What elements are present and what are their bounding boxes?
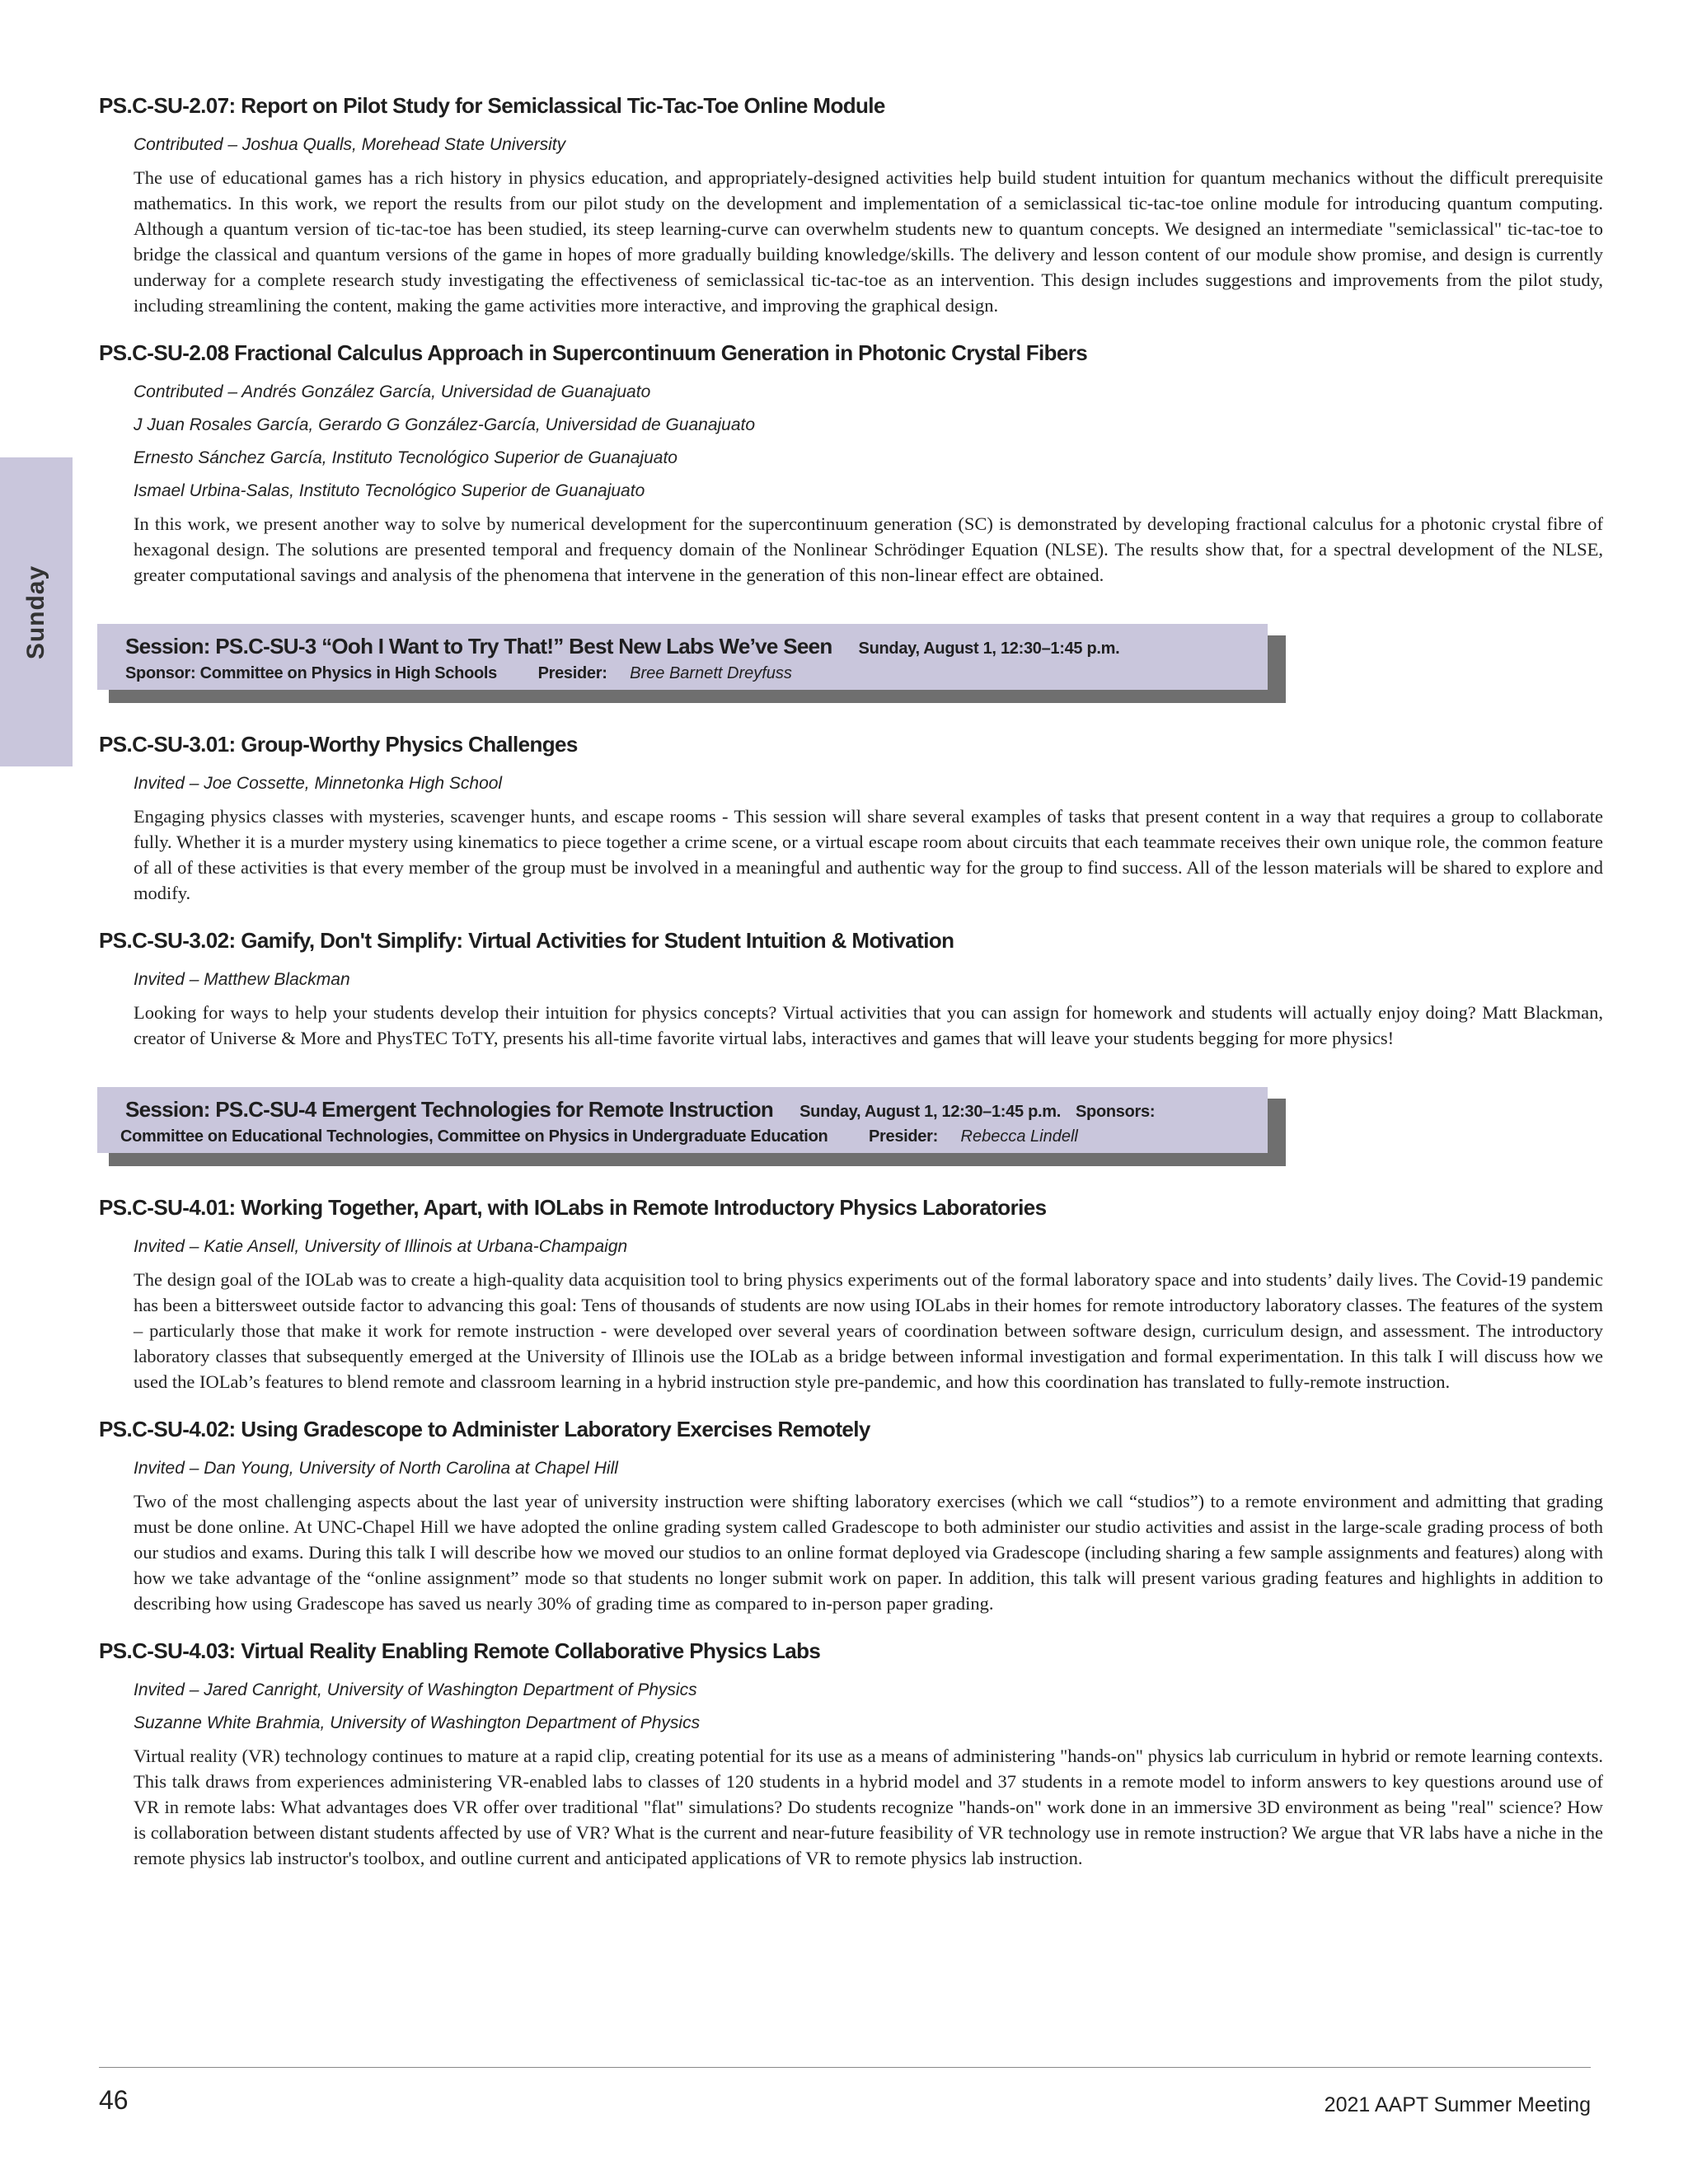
abstract-author: Contributed – Joshua Qualls, Morehead State University (134, 135, 566, 154)
session-banner-box (97, 624, 1268, 690)
abstract-author: Contributed – Andrés González García, Universidad de Guanajuato (134, 382, 651, 401)
page-content (99, 92, 1603, 1877)
page-number: 46 (99, 2085, 129, 2115)
abstract-author: Ismael Urbina-Salas, Instituto Tecnológico Superior de Guanajuato (134, 481, 645, 500)
abstract-title: PS.C-SU-4.03: Virtual Reality Enabling Remote Collaborative Physics Labs (99, 1638, 821, 1663)
session-title: Session: PS.C-SU-4 Emergent Technologies for Remote Instruction (125, 1097, 774, 1122)
abstract-title: PS.C-SU-4.02: Using Gradescope to Administer Laboratory Exercises Remotely (99, 1417, 870, 1441)
session-banner-ps-c-su-3 (97, 624, 1286, 703)
session-sponsor: Sponsor: Committee on Physics in High Schools (125, 664, 498, 682)
session-banner-ps-c-su-4 (97, 1087, 1286, 1166)
abstract-title: PS.C-SU-3.02: Gamify, Don't Simplify: Virtual Activities for Student Intuition & Motivation (99, 928, 954, 953)
session-presider: Bree Barnett Dreyfuss (630, 664, 792, 682)
abstract-ps-c-su-4-03 (99, 1638, 1603, 1871)
abstract-body: Virtual reality (VR) technology continues to mature at a rapid clip, creating potential for its use as a means of administering "hands-on" physics lab curriculum in hybrid or remote learning contexts. This talk draws from experiences administering VR-enabled labs to classes of 120 students in a hybrid model and 37 students in a remote model to inform answers to key questions around use of VR in remote labs: What advantages does VR offer over traditional "flat" simulations? Do students recognize "hands-on" work done in an immersive 3D environment as being "real" science? How is collaboration between distant students affected by use of VR? What is the current and near-future feasibility of VR technology use in remote instruction? We argue that VR labs have a niche in the remote physics lab instructor's toolbox, and outline current and anticipated applications of VR to remote physics lab instruction. (134, 1746, 1603, 1868)
abstract-author: Invited – Dan Young, University of North Carolina at Chapel Hill (134, 1459, 618, 1478)
abstract-title: PS.C-SU-2.08 Fractional Calculus Approach in Supercontinuum Generation in Photonic Crystal Fibers (99, 340, 1088, 365)
abstract-ps-c-su-4-02 (99, 1416, 1603, 1616)
abstract-author: Ernesto Sánchez García, Instituto Tecnológico Superior de Guanajuato (134, 448, 678, 467)
abstract-author: Invited – Katie Ansell, University of Illinois at Urbana-Champaign (134, 1237, 628, 1256)
session-sponsors: Committee on Educational Technologies, Committee on Physics in Undergraduate Education (120, 1127, 828, 1146)
abstract-author: Invited – Matthew Blackman (134, 970, 350, 989)
abstract-ps-c-su-3-02 (99, 927, 1603, 1051)
abstract-body: Engaging physics classes with mysteries, scavenger hunts, and escape rooms - This session will share several examples of tasks that present content in a way that requires a group to collaborate fully. Whether it is a murder mystery using kinematics to piece together a crime scene, or a virtual escape room about circuits that each teammate receives their own unique role, the common feature of all of these activities is that every member of the group must be involved in a meaningful and authentic way for the group to find success. All of the lesson materials will be shared to explore and modify. (134, 806, 1603, 903)
abstract-ps-c-su-2-07 (99, 92, 1603, 318)
session-sponsors-label: Sponsors: (1075, 1103, 1156, 1121)
abstract-body: In this work, we present another way to solve by numerical development for the supercontinuum generation (SC) is demonstrated by developing fractional calculus for a photonic crystal fibre of hexagonal design. The solutions are presented temporal and frequency domain of the Nonlinear Schrödinger Equation (NLSE). The results show that, for a spectral development of the NLSE, greater computational savings and analysis of the phenomena that intervene in the generation of this non-linear effect are obtained. (134, 513, 1603, 585)
abstract-author: Invited – Joe Cossette, Minnetonka High School (134, 774, 503, 793)
abstract-title: PS.C-SU-3.01: Group-Worthy Physics Challenges (99, 732, 578, 757)
abstract-author: Suzanne White Brahmia, University of Washington Department of Physics (134, 1713, 701, 1732)
section-tab-sunday (0, 457, 73, 766)
abstract-ps-c-su-2-08 (99, 340, 1603, 588)
abstract-author: Invited – Jared Canright, University of Washington Department of Physics (134, 1680, 697, 1699)
session-presider: Rebecca Lindell (960, 1127, 1078, 1146)
abstract-author: J Juan Rosales García, Gerardo G González-García, Universidad de Guanajuato (134, 415, 756, 434)
abstract-body: Looking for ways to help your students develop their intuition for physics concepts? Virtual activities that you can assign for homework and students will actually enjoy doing? Matt Blackman, creator of Universe & More and PhysTEC ToTY, presents his all-time favorite virtual labs, interactives and games that will leave your students begging for more physics! (134, 1002, 1603, 1048)
session-date: Sunday, August 1, 12:30–1:45 p.m. (799, 1103, 1061, 1121)
abstract-ps-c-su-3-01 (99, 731, 1603, 906)
session-presider-label: Presider: (868, 1127, 938, 1146)
section-tab-label: Sunday (22, 565, 50, 659)
abstract-body: The use of educational games has a rich history in physics education, and appropriately-designed activities help build student intuition for quantum mechanics without the difficult prerequisite mathematics. In this work, we report the results from our pilot study on the development and implementation of a semiclassical tic-tac-toe online module for introducing quantum computing. Although a quantum version of tic-tac-toe has been studied, its steep learning-curve can overwhelm students new to quantum concepts. We designed an intermediate "semiclassical" tic-tac-toe to bridge the classical and quantum versions of the game in hopes of more gradually building knowledge/skills. The delivery and lesson content of our module show promise, and design is currently underway for a complete research study investigating the effectiveness of semiclassical tic-tac-toe as an intervention. This design includes suggestions and improvements from the pilot study, including streamlining the content, making the game activities more interactive, and improving the graphical design. (134, 167, 1603, 316)
abstract-ps-c-su-4-01 (99, 1194, 1603, 1394)
footer-divider (99, 2067, 1591, 2068)
abstract-body: Two of the most challenging aspects about the last year of university instruction were shifting laboratory exercises (which we call “studios”) to a remote environment and admitting that grading must be done online. At UNC-Chapel Hill we have adopted the online grading system called Gradescope to both administer our studio activities and assist in the large-scale grading process of both our studios and exams. During this talk I will describe how we moved our studios to an online format deployed via Gradescope (including sharing a few sample assignments and features) along with how we take advantage of the “online assignment” mode so that students no longer submit work on paper. In addition, this talk will present various grading features and highlights in addition to describing how using Gradescope has saved us nearly 30% of grading time as compared to in-person paper grading. (134, 1491, 1603, 1614)
session-banner-box (97, 1087, 1268, 1153)
session-presider-label: Presider: (537, 664, 607, 682)
footer-meeting-name: 2021 AAPT Summer Meeting (1324, 2093, 1591, 2116)
abstract-title: PS.C-SU-4.01: Working Together, Apart, with IOLabs in Remote Introductory Physics Laboratories (99, 1195, 1047, 1220)
session-date: Sunday, August 1, 12:30–1:45 p.m. (858, 640, 1120, 658)
abstract-body: The design goal of the IOLab was to create a high-quality data acquisition tool to bring physics experiments out of the formal laboratory space and into students’ daily lives. The Covid-19 pandemic has been a bittersweet outside factor to advancing this goal: Tens of thousands of students are now using IOLabs in their homes for remote introductory laboratory classes. The features of the system – particularly those that make it work for remote instruction - were developed over several years of coordination between software design, curriculum design, and assessment. The introductory laboratory classes that subsequently emerged at the University of Illinois use the IOLab as a bridge between informal investigation and formal experimentation. In this talk I will discuss how we used the IOLab’s features to blend remote and classroom learning in a hybrid instruction style pre-pandemic, and how this coordination has translated to fully-remote instruction. (134, 1269, 1603, 1392)
session-title: Session: PS.C-SU-3 “Ooh I Want to Try That!” Best New Labs We’ve Seen (125, 634, 832, 658)
abstract-title: PS.C-SU-2.07: Report on Pilot Study for Semiclassical Tic-Tac-Toe Online Module (99, 93, 885, 118)
